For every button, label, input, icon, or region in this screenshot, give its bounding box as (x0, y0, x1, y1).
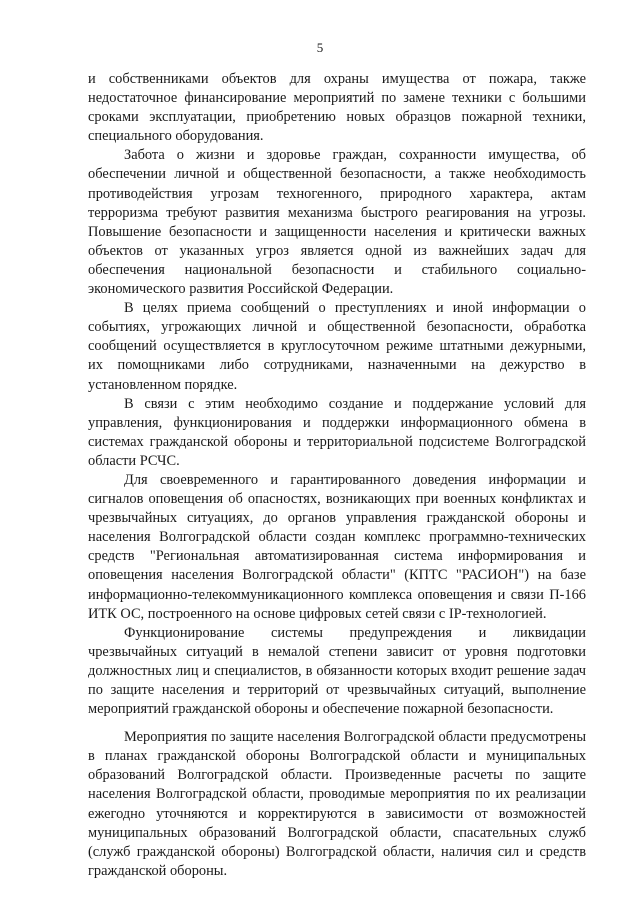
page-number: 5 (316, 40, 324, 55)
paragraph-7: Мероприятия по защите населения Волгоградской области предусмотрены в планах гражданской обороны Волгоградской области и муниципальных образований Волгоградской области. Произведенные расчеты по защите населения Волгоградской области, проводимые мероприятия по их реализации ежегодно уточняются и корректируются в зависимости от возможностей муниципальных образований Волгоградской области, спасательных служб (служб гражданской обороны) Волгоградской области, наличия сил и средств гражданской обороны. (88, 729, 586, 879)
paragraph-3: В целях приема сообщений о преступлениях и иной информации о событиях, угрожающих личной и общественной безопасности, обработка сообщений осуществляется в круглосуточном режиме штатными дежурными, их помощниками либо сотрудниками, назначенными на дежурство в установленном порядке. (88, 300, 586, 393)
paragraph-5: Для своевременного и гарантированного доведения информации и сигналов оповещения об опасностях, возникающих при военных конфликтах и чрезвычайных ситуациях, до органов управления гражданской обороны и населения Волгоградской области создан комплекс программно-технических средств "Региональная автоматизированная система информирования и оповещения населения Волгоградской области" (КПТС "РАСИОН") на базе информационно-телекоммуникационного комплекса оповещения и связи П-166 ИТК ОС, построенного на основе цифровых сетей связи с IP-технологией. (88, 471, 586, 622)
paragraph-6: Функционирование системы предупреждения и ликвидации чрезвычайных ситуаций в немалой степени зависит от уровня подготовки должностных лиц и специалистов, в обязанности которых входит решение задач по защите населения и территорий от чрезвычайных ситуаций, выполнение мероприятий гражданской обороны и обеспечение пожарной безопасности. (88, 624, 586, 718)
paragraph-2: Забота о жизни и здоровье граждан, сохранности имущества, об обеспечении личной и общественной безопасности, а также необходимость противодействия угрозам техногенного, природного характера, актам терроризма требуют развития механизма быстрого реагирования на угрозы. Повышение безопасности и защищенности населения и критически важных объектов от указанных угроз является одной из важнейших задач для обеспечения национальной безопасности и стабильного социально-экономического развития Российской Федерации. (88, 147, 586, 298)
paragraph-4: В связи с этим необходимо создание и поддержание условий для управления, функционирования и поддержки информационного обмена в системах гражданской обороны и территориальной подсистеме Волгоградской области РСЧС. (88, 395, 586, 469)
paragraph-1: и собственниками объектов для охраны имущества от пожара, также недостаточное финансирование мероприятий по замене техники с большими сроками эксплуатации, приобретению новых образцов пожарной техники, специального оборудования. (88, 71, 586, 145)
